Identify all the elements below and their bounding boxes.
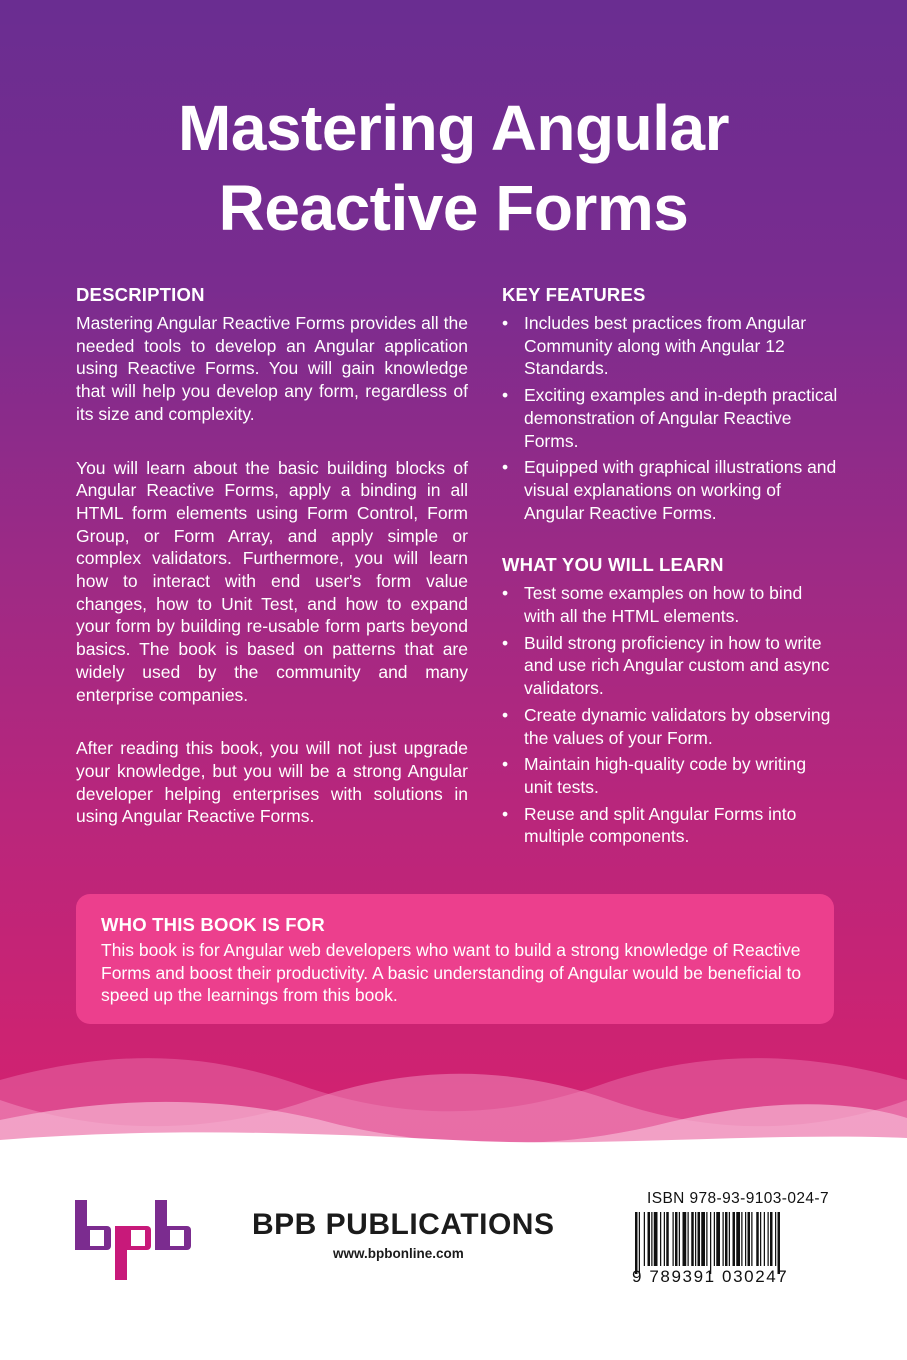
barcode-bar [751, 1212, 752, 1266]
barcode-bar [660, 1212, 661, 1266]
bullet-icon: • [502, 583, 509, 604]
barcode-bar [644, 1212, 645, 1266]
bullet-icon: • [502, 704, 509, 725]
footer [0, 1150, 907, 1360]
barcode-bar [714, 1212, 715, 1266]
barcode-bar [691, 1212, 694, 1266]
bpb-logo-icon [75, 1200, 193, 1280]
description-paragraph-1: Mastering Angular Reactive Forms provides all the needed tools to develop an Angular application using Reactive Forms. You will gain knowledge that will help you develop any form, regardless of its size and complexity. [76, 313, 468, 424]
barcode-bar [679, 1212, 680, 1266]
bullet-icon: • [502, 803, 509, 824]
description-section [76, 284, 468, 828]
barcode-bar [770, 1212, 773, 1266]
bullet-icon: • [502, 457, 509, 478]
barcode-bar [639, 1212, 640, 1274]
barcode-bar [651, 1212, 652, 1266]
barcode-bar [733, 1212, 736, 1266]
learn-item [502, 704, 838, 749]
barcode-bar [698, 1212, 701, 1266]
publisher-url: www.bpbonline.com [333, 1246, 464, 1261]
barcode-bar [748, 1212, 751, 1266]
key-feature-text: Includes best practices from Angular Community along with Angular 12 Standards. [524, 313, 807, 379]
publisher-name: BPB PUBLICATIONS [252, 1208, 555, 1241]
description-heading: DESCRIPTION [76, 284, 205, 305]
what-you-will-learn-list [502, 582, 838, 848]
barcode-bar [701, 1212, 705, 1266]
barcode-bar [654, 1212, 658, 1266]
isbn-label: ISBN 978-93-9103-024-7 [647, 1190, 829, 1207]
barcode-bar [775, 1212, 776, 1266]
who-this-book-is-for-box [76, 894, 834, 1024]
barcode-bar [673, 1212, 674, 1266]
learn-item-text: Test some examples on how to bind with all the HTML elements. [524, 583, 803, 627]
key-feature-text: Exciting examples and in-depth practical demonstration of Angular Reactive Forms. [524, 385, 838, 451]
barcode-bar [723, 1212, 724, 1266]
barcode-bar [706, 1212, 707, 1266]
who-this-book-is-for-text: This book is for Angular web developers who want to build a strong knowledge of Reactive Forms and boost their productivity. A basic understanding of Angular would be beneficial to speed up the learnings from this book. [101, 940, 802, 1005]
barcode-bar [683, 1212, 687, 1266]
key-feature-item [502, 312, 838, 380]
barcode-bar [648, 1212, 651, 1266]
key-features-list [502, 312, 838, 524]
book-title [0, 88, 907, 248]
learn-item-text: Create dynamic validators by observing the values of your Form. [524, 704, 831, 748]
learn-item-text: Reuse and split Angular Forms into multiple components. [524, 803, 797, 847]
learn-item [502, 582, 838, 627]
barcode-bar [741, 1212, 742, 1266]
key-feature-text: Equipped with graphical illustrations and visual explanations on working of Angular Reactive Forms. [524, 457, 837, 523]
book-title-line-1: Mastering Angular [178, 92, 729, 164]
barcode-bar [725, 1212, 728, 1266]
key-feature-item [502, 384, 838, 452]
who-this-book-is-for-heading: WHO THIS BOOK IS FOR [101, 914, 325, 935]
barcode-bar [664, 1212, 665, 1266]
barcode-bar [768, 1212, 769, 1266]
barcode-bar [764, 1212, 765, 1266]
learn-item-text: Build strong proficiency in how to write and use rich Angular custom and async validators. [524, 632, 830, 699]
description-paragraph-2: You will learn about the basic building blocks of Angular Reactive Forms, apply a binding in all HTML form elements using Form Control, Form Group, or Form Array, and apply simple or complex validators. Furthermore, you will learn how to interact with end user's form value changes, how to Unit Test, and how to expand your form by building re-usable form parts beyond basics. The book is based on patterns that are widely used by the community and many enterprise companies. [76, 457, 468, 705]
barcode-bar [666, 1212, 669, 1266]
barcode-bar [710, 1212, 711, 1274]
key-feature-item [502, 456, 838, 524]
barcode-bar [695, 1212, 696, 1266]
barcode-bar [778, 1212, 781, 1274]
what-you-will-learn-heading: WHAT YOU WILL LEARN [502, 554, 724, 576]
key-features-heading: KEY FEATURES [502, 284, 646, 305]
barcode-bar [716, 1212, 720, 1266]
bullet-icon: • [502, 632, 509, 653]
learn-item [502, 753, 838, 798]
description-paragraph-3: After reading this book, you will not just upgrade your knowledge, but you will be a strong Angular developer helping enterprises with solutions in using Angular Reactive Forms. [76, 738, 468, 827]
barcode-bar [729, 1212, 730, 1266]
barcode-bar [675, 1212, 678, 1266]
barcode-bar [736, 1212, 740, 1266]
barcode-bar [756, 1212, 759, 1266]
book-title-line-2: Reactive Forms [218, 172, 689, 244]
barcode-icon [633, 1212, 833, 1274]
barcode-bar [688, 1212, 689, 1266]
barcode-bar [760, 1212, 761, 1266]
decorative-waves [0, 1040, 907, 1150]
barcode-digits: 9 789391 030247 [632, 1267, 789, 1286]
bullet-icon: • [502, 313, 509, 333]
bullet-icon: • [502, 385, 509, 406]
bullet-icon: • [502, 754, 509, 775]
barcode-bar [635, 1212, 638, 1274]
learn-item [502, 632, 838, 700]
barcode-bar [745, 1212, 746, 1266]
learn-item [502, 803, 838, 848]
learn-item-text: Maintain high-quality code by writing unit tests. [524, 754, 807, 797]
features-column [502, 284, 838, 852]
